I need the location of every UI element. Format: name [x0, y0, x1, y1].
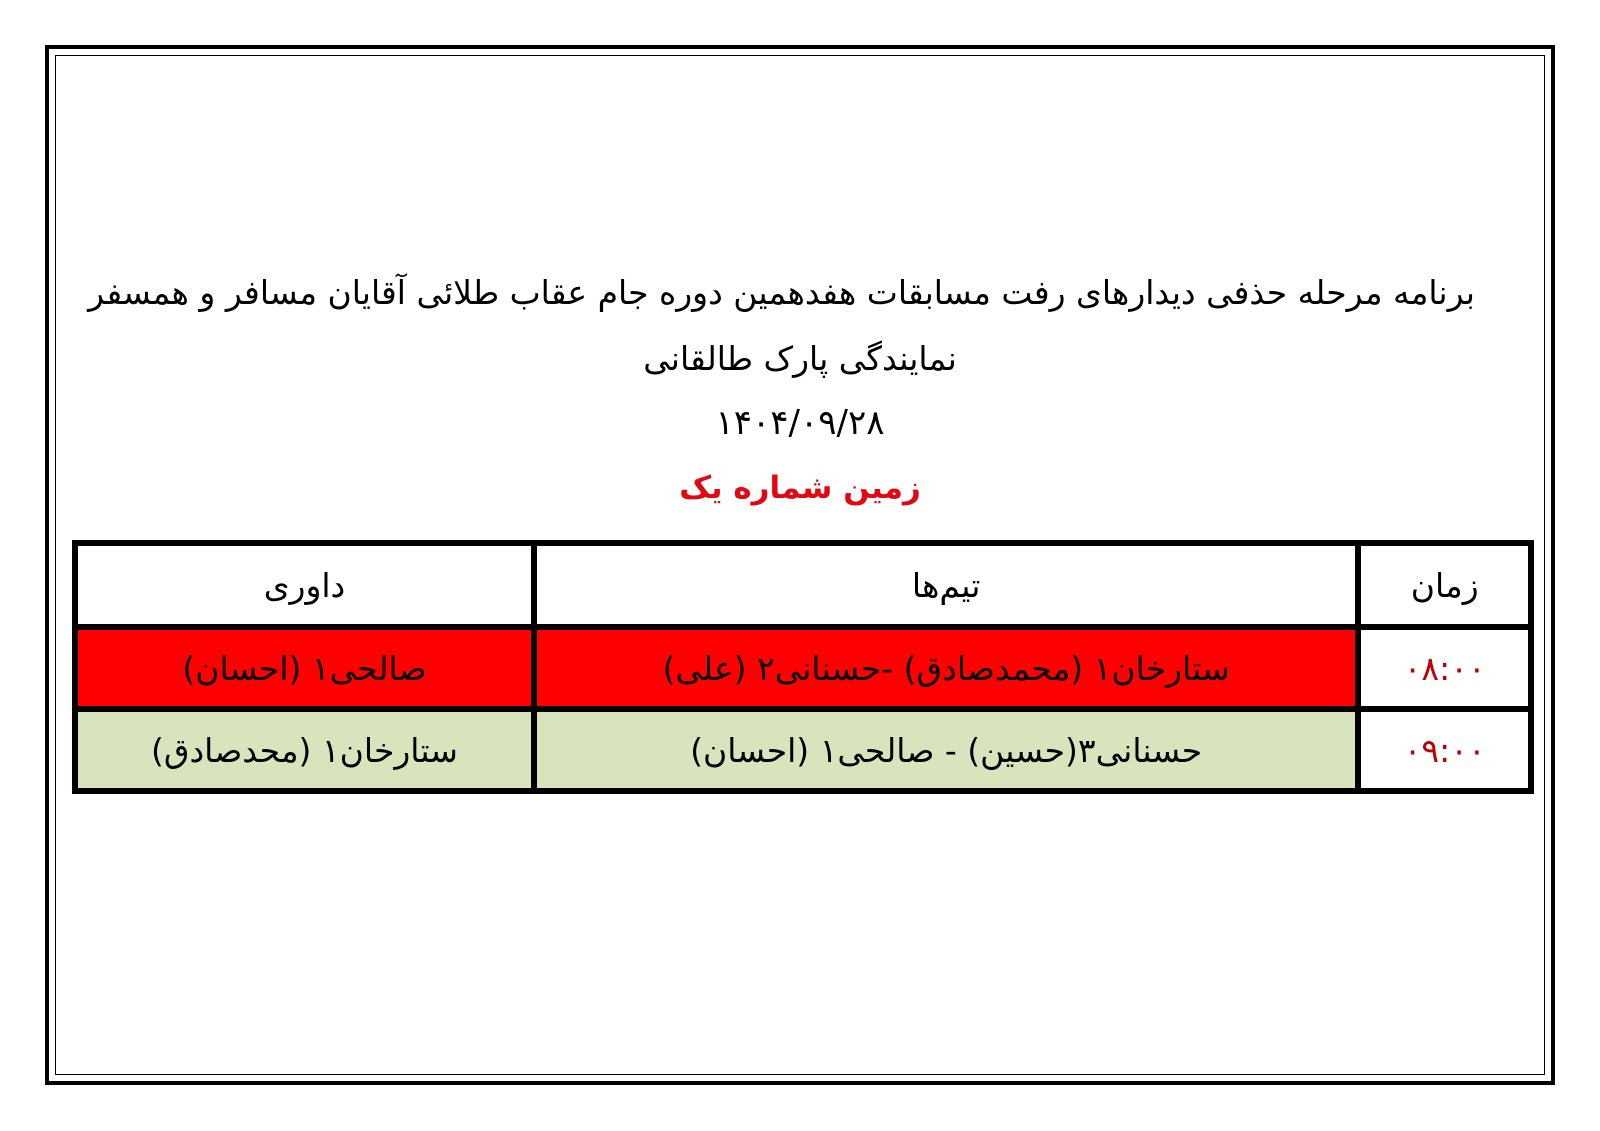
document-date: ۱۴۰۴/۰۹/۲۸ [715, 403, 885, 443]
header-referee: داوری [75, 543, 534, 627]
table-row [75, 709, 1531, 791]
match-teams: حسنانی۳(حسین) - صالحی۱ (احسان) [534, 709, 1358, 791]
ground-label: زمین شماره یک [679, 470, 921, 506]
document-title-line-2: نمایندگی پارک طالقانی [643, 339, 957, 378]
match-referee: صالحی۱ (احسان) [75, 627, 534, 709]
document-title-line-1: برنامه مرحله حذفی دیدارهای رفت مسابقات هفدهمین دوره جام عقاب طلائی آقایان مسافر و همسفر [88, 273, 1475, 312]
match-teams: ستارخان۱ (محمدصادق) -حسنانی۲ (علی) [534, 627, 1358, 709]
match-time: ۰۸:۰۰ [1358, 627, 1531, 709]
match-referee: ستارخان۱ (محدصادق) [75, 709, 534, 791]
table-row [75, 627, 1531, 709]
schedule-table [72, 540, 1534, 794]
table-header-row [75, 543, 1531, 627]
header-time: زمان [1358, 543, 1531, 627]
header-teams: تیم‌ها [534, 543, 1358, 627]
match-time: ۰۹:۰۰ [1358, 709, 1531, 791]
